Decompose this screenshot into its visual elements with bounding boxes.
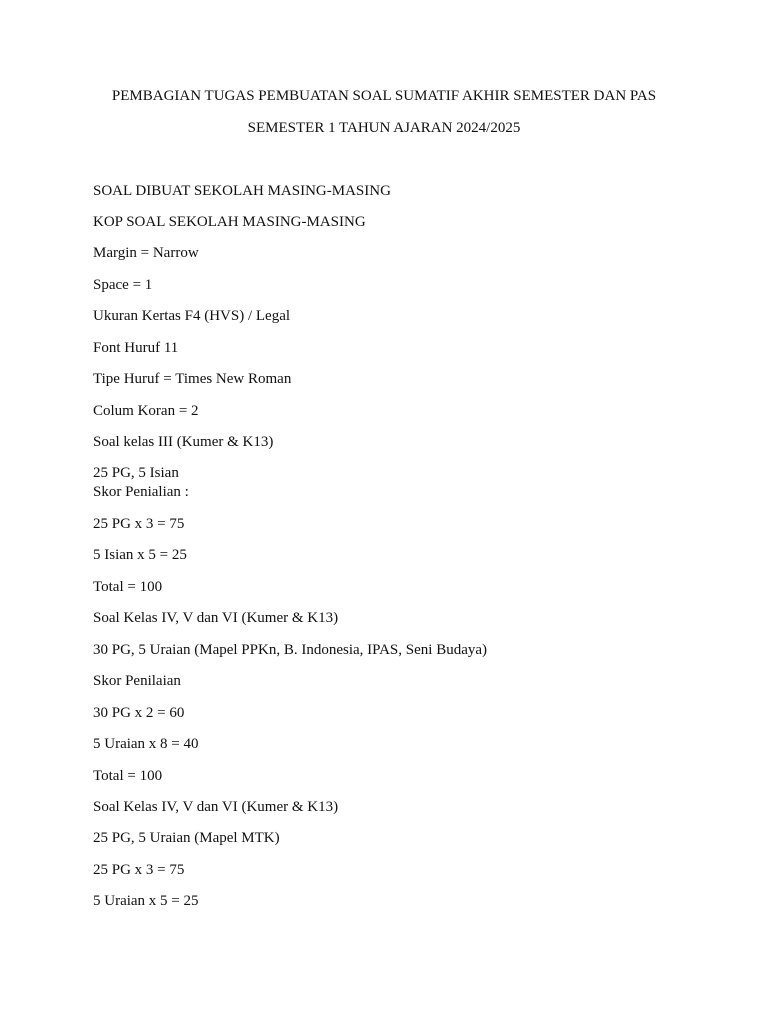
line-space: Space = 1	[93, 277, 153, 293]
line-pg-uraian-1: 30 PG, 5 Uraian (Mapel PPKn, B. Indonesia, IPAS, Seni Budaya)	[93, 642, 488, 658]
line-score-uraian-1: 5 Uraian x 8 = 40	[93, 736, 199, 752]
line-soal-kelas-iv-1: Soal Kelas IV, V dan VI (Kumer & K13)	[93, 610, 339, 626]
line-total-2: Total = 100	[93, 768, 163, 784]
line-pg-isian: 25 PG, 5 Isian	[93, 465, 179, 481]
document-title-line-1: PEMBAGIAN TUGAS PEMBUATAN SOAL SUMATIF AKHIR SEMESTER DAN PAS	[111, 88, 657, 104]
line-soal-kelas-iv-2: Soal Kelas IV, V dan VI (Kumer & K13)	[93, 799, 339, 815]
line-score-isian: 5 Isian x 5 = 25	[93, 547, 187, 563]
line-pg-uraian-2: 25 PG, 5 Uraian (Mapel MTK)	[93, 830, 280, 846]
line-total-1: Total = 100	[93, 579, 163, 595]
line-score-uraian-2: 5 Uraian x 5 = 25	[93, 893, 199, 909]
line-score-pg-3: 25 PG x 3 = 75	[93, 862, 185, 878]
line-margin: Margin = Narrow	[93, 245, 199, 261]
line-soal-dibuat: SOAL DIBUAT SEKOLAH MASING-MASING	[93, 183, 391, 199]
line-ukuran-kertas: Ukuran Kertas F4 (HVS) / Legal	[93, 308, 291, 324]
document-title-line-2: SEMESTER 1 TAHUN AJARAN 2024/2025	[247, 120, 521, 136]
line-score-pg-2: 30 PG x 2 = 60	[93, 705, 185, 721]
line-font-huruf: Font Huruf 11	[93, 340, 179, 356]
line-tipe-huruf: Tipe Huruf = Times New Roman	[93, 371, 292, 387]
line-skor-penialian: Skor Penialian :	[93, 484, 189, 500]
line-colum-koran: Colum Koran = 2	[93, 403, 199, 419]
line-kop-soal: KOP SOAL SEKOLAH MASING-MASING	[93, 214, 366, 230]
line-soal-kelas-iii: Soal kelas III (Kumer & K13)	[93, 434, 274, 450]
line-score-pg-1: 25 PG x 3 = 75	[93, 516, 185, 532]
line-skor-penilaian: Skor Penilaian	[93, 673, 181, 689]
